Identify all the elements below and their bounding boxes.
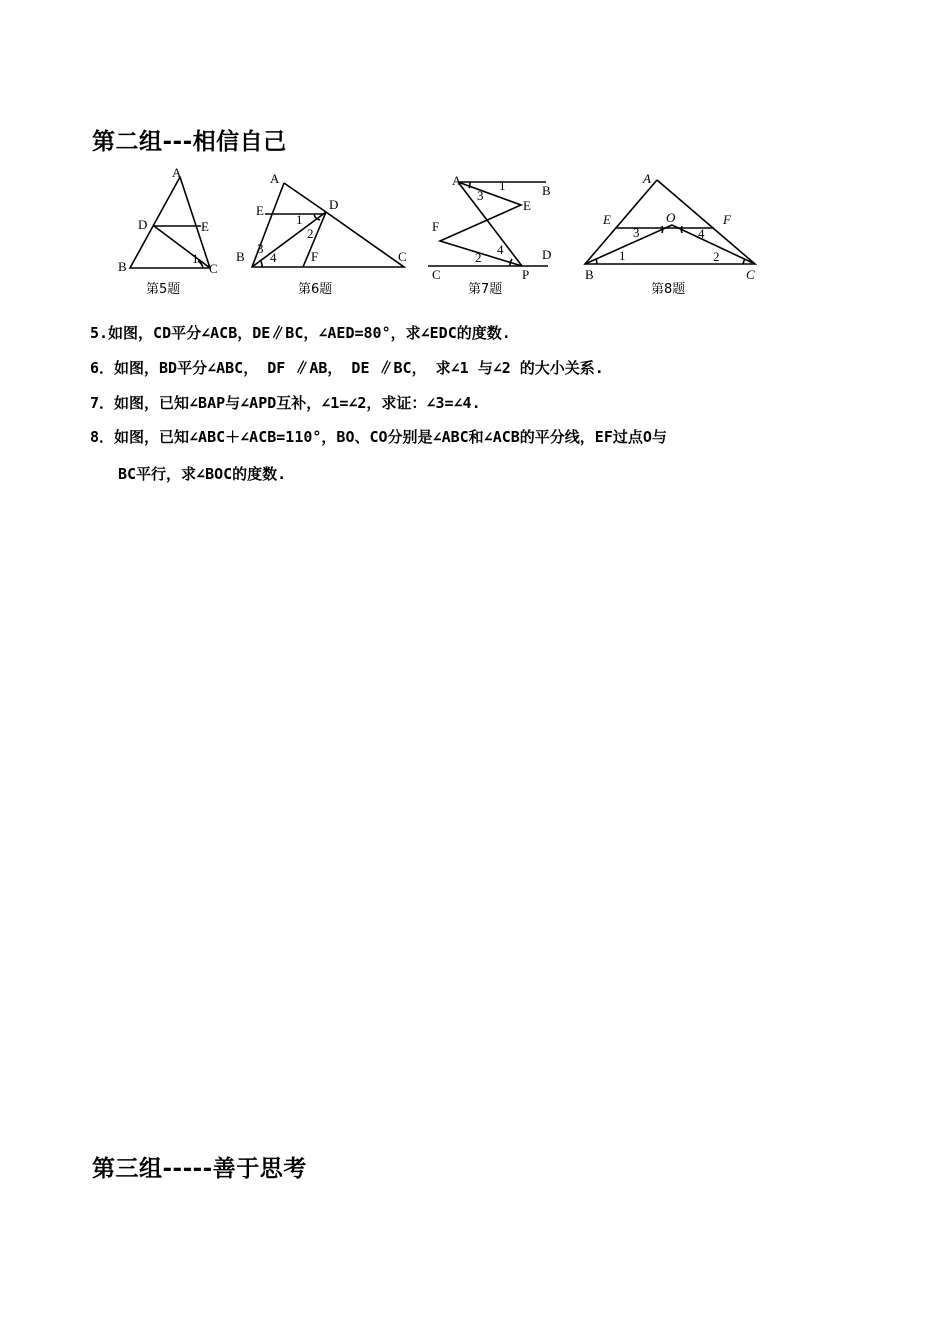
label-f: F bbox=[432, 219, 440, 234]
label-b: B bbox=[118, 259, 127, 274]
label-a: A bbox=[643, 171, 651, 186]
angle-1-label: 1 bbox=[499, 178, 506, 193]
question-7: 7．如图，已知∠BAP与∠APD互补，∠1=∠2，求证：∠3=∠4. bbox=[90, 394, 481, 412]
figure-8 bbox=[580, 165, 765, 300]
angle-1-label: 1 bbox=[296, 212, 303, 227]
label-a: A bbox=[270, 171, 280, 186]
angle-3-label: 3 bbox=[633, 225, 640, 240]
figure-8-caption: 第8题 bbox=[651, 282, 686, 297]
label-d: D bbox=[138, 217, 148, 232]
label-b: B bbox=[236, 249, 245, 264]
label-d: D bbox=[542, 247, 552, 262]
label-e: E bbox=[256, 203, 264, 218]
label-e: E bbox=[523, 198, 531, 213]
figure-5 bbox=[112, 165, 227, 300]
angle-4-label: 4 bbox=[698, 226, 705, 241]
label-b: B bbox=[585, 267, 594, 282]
figure-6-caption: 第6题 bbox=[298, 282, 333, 297]
label-a: A bbox=[452, 173, 462, 188]
label-c: C bbox=[432, 267, 441, 282]
angle-2-label: 2 bbox=[307, 226, 314, 241]
label-o: O bbox=[666, 210, 676, 225]
question-8-line-1: 8．如图，已知∠ABC＋∠ACB=110°，BO、CO分别是∠ABC和∠ACB的平分线，EF过点O与 bbox=[90, 428, 667, 446]
label-c: C bbox=[746, 267, 755, 282]
section-3-title: 第三组-----善于思考 bbox=[92, 1156, 307, 1182]
angle-2-label: 2 bbox=[713, 249, 720, 264]
section-2-title: 第二组---相信自己 bbox=[92, 129, 287, 155]
angle-1-label: 1 bbox=[619, 248, 626, 263]
label-p: P bbox=[522, 267, 530, 282]
label-f: F bbox=[311, 249, 319, 264]
question-8-line-2: BC平行，求∠BOC的度数. bbox=[118, 465, 287, 483]
angle-3-label: 3 bbox=[477, 188, 484, 203]
label-e: E bbox=[201, 219, 209, 234]
label-f: F bbox=[723, 212, 731, 227]
angle-4-label: 4 bbox=[497, 242, 504, 257]
label-c: C bbox=[209, 261, 218, 276]
question-6: 6．如图，BD平分∠ABC， DF ∥AB， DE ∥BC， 求∠1 与∠2 的大小关系. bbox=[90, 359, 604, 377]
angle-4-label: 4 bbox=[270, 250, 277, 265]
figure-6 bbox=[234, 165, 414, 300]
label-c: C bbox=[398, 249, 407, 264]
label-d: D bbox=[329, 197, 339, 212]
figure-7-caption: 第7题 bbox=[468, 282, 503, 297]
question-5: 5.如图，CD平分∠ACB，DE∥BC，∠AED=80°，求∠EDC的度数. bbox=[90, 324, 511, 342]
label-e: E bbox=[603, 212, 611, 227]
label-b: B bbox=[542, 183, 551, 198]
angle-2-label: 2 bbox=[475, 250, 482, 265]
figure-7 bbox=[428, 165, 558, 300]
figure-5-caption: 第5题 bbox=[146, 282, 181, 297]
angle-1-label: 1 bbox=[192, 251, 199, 266]
label-a: A bbox=[172, 165, 182, 180]
angle-3-label: 3 bbox=[257, 241, 264, 256]
